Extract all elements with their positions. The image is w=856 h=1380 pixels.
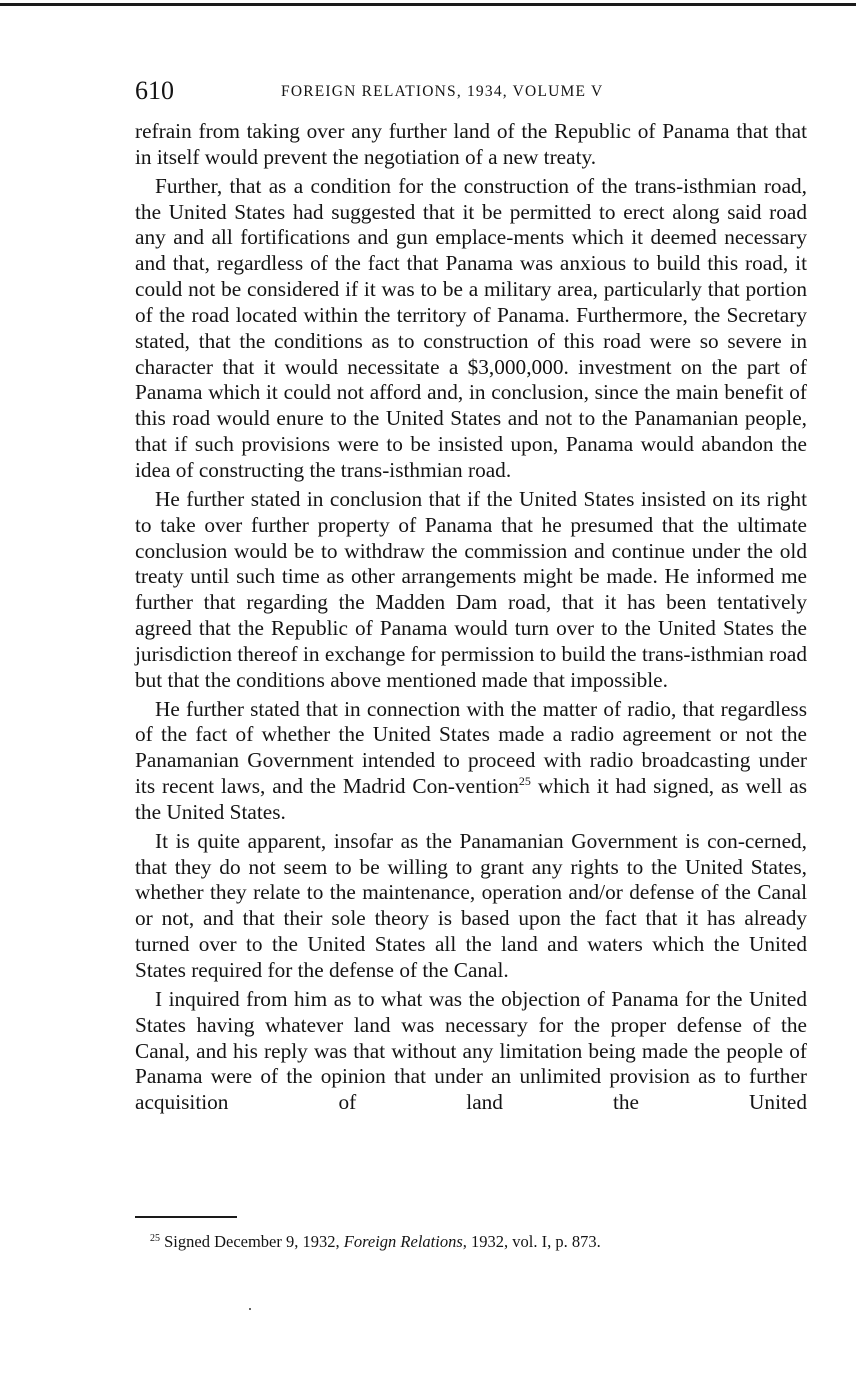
footnote-separator: [135, 1216, 237, 1218]
footnote-reference[interactable]: 25: [518, 774, 531, 789]
paragraph-text: He further stated that in connection with the matter of radio, that regardless of the fact of whether the United States made a radio agreement or not the Panamanian Government intended to proceed with radio broadcasting under its recent laws, and the Madrid Con-vention: [135, 696, 807, 799]
paragraph-continued: refrain from taking over any further land of the Republic of Panama that that in itself would prevent the negotiation of a new treaty.: [135, 119, 807, 169]
paragraph: I inquired from him as to what was the objection of Panama for the United States having whatever land was necessary for the proper defense of the Canal, and his reply was that without any limitation being made the people of Panama were of the opinion that under an unlimited provision as to further acquisition of land the United: [135, 986, 807, 1115]
footnote-text: Signed December 9, 1932,: [164, 1232, 344, 1251]
running-head: FOREIGN RELATIONS, 1934, VOLUME V: [281, 83, 604, 100]
paragraph-with-footnote: [135, 697, 807, 826]
top-rule: [0, 3, 856, 6]
page-number: 610: [135, 76, 174, 105]
footnote-mark: 25: [150, 1233, 160, 1244]
paragraph: He further stated in conclusion that if the United States insisted on its right to take over further property of Panama that he presumed that the ultimate conclusion would be to withdraw the commission and continue under the old treaty until such time as other arrangements might be made. He informed me further that regarding the Madden Dam road, that it has been tentatively agreed that the Republic of Panama would turn over to the United States the jurisdiction thereof in exchange for permission to build the trans-isthmian road but that the conditions above mentioned made that impossible.: [135, 486, 807, 692]
footnote-title: Foreign Relations: [343, 1232, 463, 1251]
page-header: [135, 74, 807, 108]
paragraph: Further, that as a condition for the construction of the trans-isthmian road, the United States had suggested that it be permitted to erect along said road any and all fortifications and gun emplace-ments which it deemed necessary and that, regardless of the fact that Panama was anxious to build this road, it could not be considered if it was to be a military area, particularly that portion of the road located within the territory of Panama. Furthermore, the Secretary stated, that the conditions as to construction of this road were so severe in character that it would necessitate a $3,000,000. investment on the part of Panama which it could not afford and, in conclusion, since the main benefit of this road would enure to the United States and not to the Panamanian people, that if such provisions were to be insisted upon, Panama would abandon the idea of constructing the trans-isthmian road.: [135, 173, 807, 482]
footnote: [150, 1230, 800, 1254]
body-text: [135, 119, 807, 1119]
footnote-text: , 1932, vol. I, p. 873.: [462, 1232, 601, 1251]
scan-speck: [249, 1308, 251, 1310]
paragraph-text: which it had signed, as well as the United States.: [135, 774, 807, 824]
paragraph: It is quite apparent, insofar as the Panamanian Government is con-cerned, that they do not seem to be willing to grant any rights to the United States, whether they relate to the maintenance, operation and/or defense of the Canal or not, and that their sole theory is based upon the fact that it has already turned over to the United States all the land and waters which the United States required for the defense of the Canal.: [135, 828, 807, 982]
